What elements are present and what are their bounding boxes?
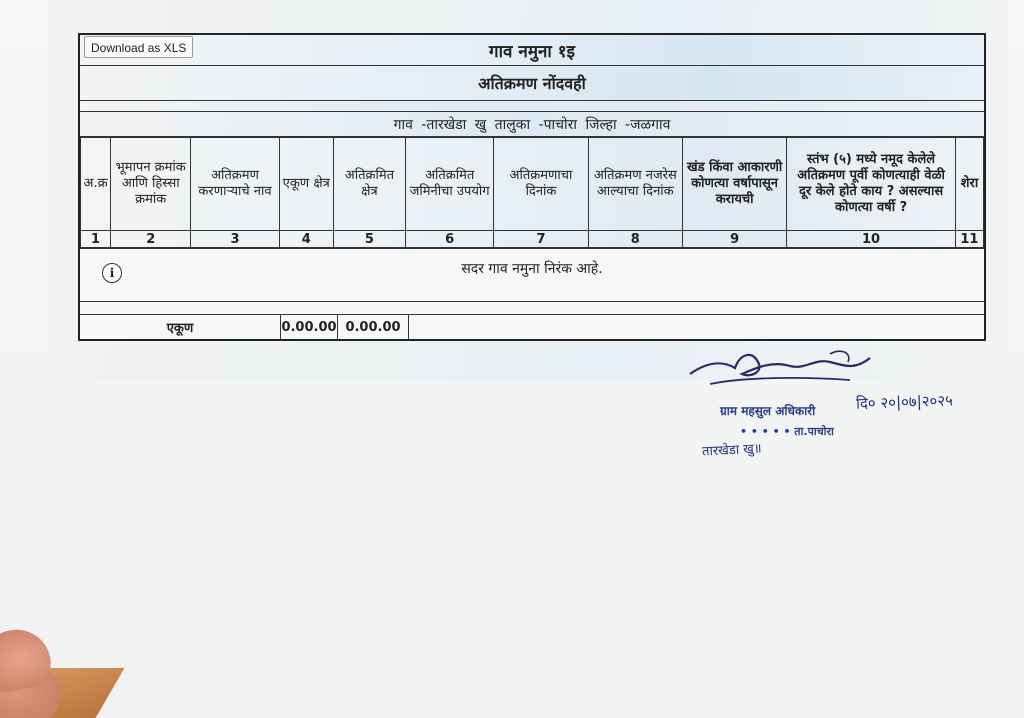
col-header-noticed-date: अतिक्रमण नजरेस आल्याचा दिनांक xyxy=(588,138,682,231)
col-header-survey-no: भूमापन क्रमांक आणि हिस्सा क्रमांक xyxy=(111,138,191,231)
officer-signature-block xyxy=(680,340,1020,470)
handwritten-signature xyxy=(680,340,880,400)
empty-record-text: सदर गाव नमुना निरंक आहे. xyxy=(461,261,603,277)
col-header-encroachment-date: अतिक्रमणाचा दिनांक xyxy=(494,138,588,231)
col-header-removed-earlier: स्तंभ (५) मध्ये नमूद केलेले अतिक्रमण पूर्वी कोणत्याही वेळी दूर केले होते काय ? असल्यास कोणत्या वर्षी ? xyxy=(787,138,956,231)
col-number: 11 xyxy=(955,231,983,248)
spacer-row xyxy=(80,302,984,315)
col-number: 4 xyxy=(279,231,333,248)
col-number: 10 xyxy=(787,231,956,248)
col-header-encroached-area: अतिक्रमित क्षेत्र xyxy=(333,138,405,231)
col-number: 3 xyxy=(191,231,279,248)
location-line xyxy=(80,112,984,137)
total-row-remainder xyxy=(409,315,984,339)
col-number: 7 xyxy=(494,231,588,248)
col-header-remarks: शेरा xyxy=(955,138,983,231)
encroachment-register-form xyxy=(78,33,986,341)
download-xls-button[interactable]: Download as XLS xyxy=(84,36,193,58)
handwritten-date: दि० २०|०७|२०२५ xyxy=(855,391,954,413)
col-header-land-use: अतिक्रमित जमिनीचा उपयोग xyxy=(406,138,494,231)
form-title xyxy=(80,35,984,66)
empty-record-notice xyxy=(80,248,984,302)
col-header-encroacher-name: अतिक्रमण करणाऱ्याचे नाव xyxy=(191,138,279,231)
col-number: 2 xyxy=(111,231,191,248)
col-header-total-area: एकूण क्षेत्र xyxy=(279,138,333,231)
total-encroached-area-value: 0.00.00 xyxy=(338,315,409,339)
col-number: 1 xyxy=(81,231,111,248)
table-header-row xyxy=(81,138,984,231)
form-divider xyxy=(80,101,984,112)
column-number-row xyxy=(81,231,984,248)
register-table xyxy=(80,137,984,248)
form-title-text: गाव नमुना १इ xyxy=(489,41,575,62)
officer-stamp-title: ग्राम महसुल अधिकारी xyxy=(720,404,816,418)
total-label: एकूण xyxy=(80,315,281,339)
col-number: 6 xyxy=(406,231,494,248)
location-text: गाव -तारखेडा खु तालुका -पाचोरा जिल्हा -जळगाव xyxy=(393,116,671,133)
total-row xyxy=(80,315,984,339)
handwritten-village: तारखेडा खु॥ xyxy=(701,441,763,460)
total-area-value: 0.00.00 xyxy=(281,315,338,339)
form-subtitle-text: अतिक्रमण नोंदवही xyxy=(478,74,586,93)
col-number: 5 xyxy=(333,231,405,248)
info-circle-icon: i xyxy=(102,263,122,283)
col-number: 8 xyxy=(588,231,682,248)
col-header-assessment-year: खंड किंवा आकारणी कोणत्या वर्षापासून करायची xyxy=(682,138,786,231)
col-number: 9 xyxy=(682,231,786,248)
officer-stamp-taluka: • • • • • ता.पाचोरा xyxy=(740,425,834,438)
form-subtitle xyxy=(80,66,984,101)
col-header-sr-no: अ.क्र xyxy=(81,138,111,231)
